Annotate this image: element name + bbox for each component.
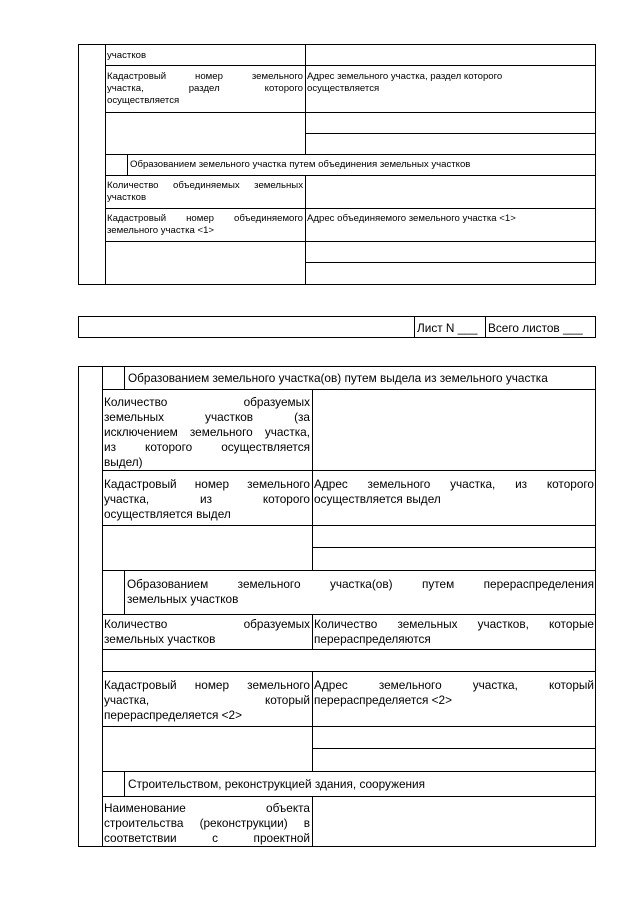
section-title: Образованием земельного участка(ов) путем перераспределения [127, 577, 594, 591]
divider [124, 771, 125, 796]
cadastral-number-label: Кадастровый номер объединяемого [107, 213, 303, 224]
divider [485, 316, 486, 338]
divider [312, 748, 596, 749]
divider [105, 175, 596, 176]
divider [102, 470, 596, 471]
count-label: выдел) [104, 455, 143, 469]
cadastral-number-label: осуществляется выдел [104, 507, 231, 521]
cadastral-number-label: участка, который [104, 693, 310, 707]
cadastral-number-label: осуществляется [107, 95, 180, 106]
divider [305, 175, 306, 285]
divider [312, 547, 596, 548]
total-sheets-label: Всего листов ___ [488, 321, 583, 335]
divider [102, 726, 596, 727]
divider [305, 133, 596, 134]
address-label: осуществляется выдел [314, 492, 441, 506]
count-label: исключением земельного участка, [104, 425, 310, 439]
address-label: Адрес объединяемого земельного участка <1> [307, 213, 516, 224]
divider [414, 316, 415, 338]
count-label: земельных участков (за [104, 410, 310, 424]
count-label: участков [107, 192, 147, 203]
section-title: Образованием земельного участка(ов) путем выдела из земельного участка [128, 371, 548, 385]
count-label: перераспределяются [314, 632, 431, 646]
divider [312, 671, 313, 771]
divider [312, 614, 313, 649]
section-title: Строительством, реконструкцией здания, сооружения [128, 777, 426, 791]
divider [105, 208, 596, 209]
divider [312, 796, 313, 847]
cadastral-number-label: Кадастровый номер земельного [104, 477, 310, 491]
cadastral-number-label: перераспределяется <2> [104, 708, 243, 722]
divider [105, 241, 596, 242]
count-label: земельных участков [104, 632, 216, 646]
divider [102, 671, 596, 672]
section-title: Образованием земельного участка путем объединения земельных участков [130, 159, 471, 170]
divider [305, 44, 306, 155]
divider [102, 649, 596, 650]
object-name-label: Наименование объекта [104, 801, 310, 815]
divider [105, 44, 106, 285]
divider [124, 570, 125, 614]
object-name-label: строительства (реконструкции) в [104, 816, 310, 830]
row-label: участков [107, 50, 147, 61]
cadastral-number-label: Кадастровый номер земельного [107, 71, 303, 82]
divider [305, 262, 596, 263]
address-label: Адрес земельного участка, раздел которого осуществляется [307, 71, 503, 94]
count-label: Количество земельных участков, которые [314, 617, 594, 631]
object-name-label: соответствии с проектной [104, 831, 310, 845]
divider [102, 525, 596, 526]
divider [105, 154, 596, 155]
sheet-number-label: Лист N ___ [417, 321, 478, 335]
divider [312, 389, 313, 570]
cadastral-number-label: участка, раздел которого [107, 83, 303, 94]
divider [124, 366, 125, 389]
divider [102, 366, 103, 847]
divider [102, 796, 596, 797]
address-label: Адрес земельного участка, из которого [314, 477, 594, 491]
divider [127, 154, 128, 175]
divider [102, 771, 596, 772]
count-label: Количество объединяемых земельных [107, 180, 303, 191]
cadastral-number-label: участка, из которого [104, 492, 310, 506]
cadastral-number-label: Кадастровый номер земельного [104, 678, 310, 692]
section-title: земельных участков [127, 592, 239, 606]
address-label: перераспределяется <2> [314, 693, 453, 707]
divider [102, 389, 596, 390]
address-label: Адрес земельного участка, который [314, 678, 594, 692]
count-label: Количество образуемых [104, 617, 310, 631]
divider [102, 614, 596, 615]
cadastral-number-label: земельного участка <1> [107, 225, 215, 236]
divider [105, 65, 596, 66]
divider [102, 570, 596, 571]
count-label: Количество образуемых [104, 395, 310, 409]
count-label: из которого осуществляется [104, 440, 310, 454]
divider [105, 112, 596, 113]
